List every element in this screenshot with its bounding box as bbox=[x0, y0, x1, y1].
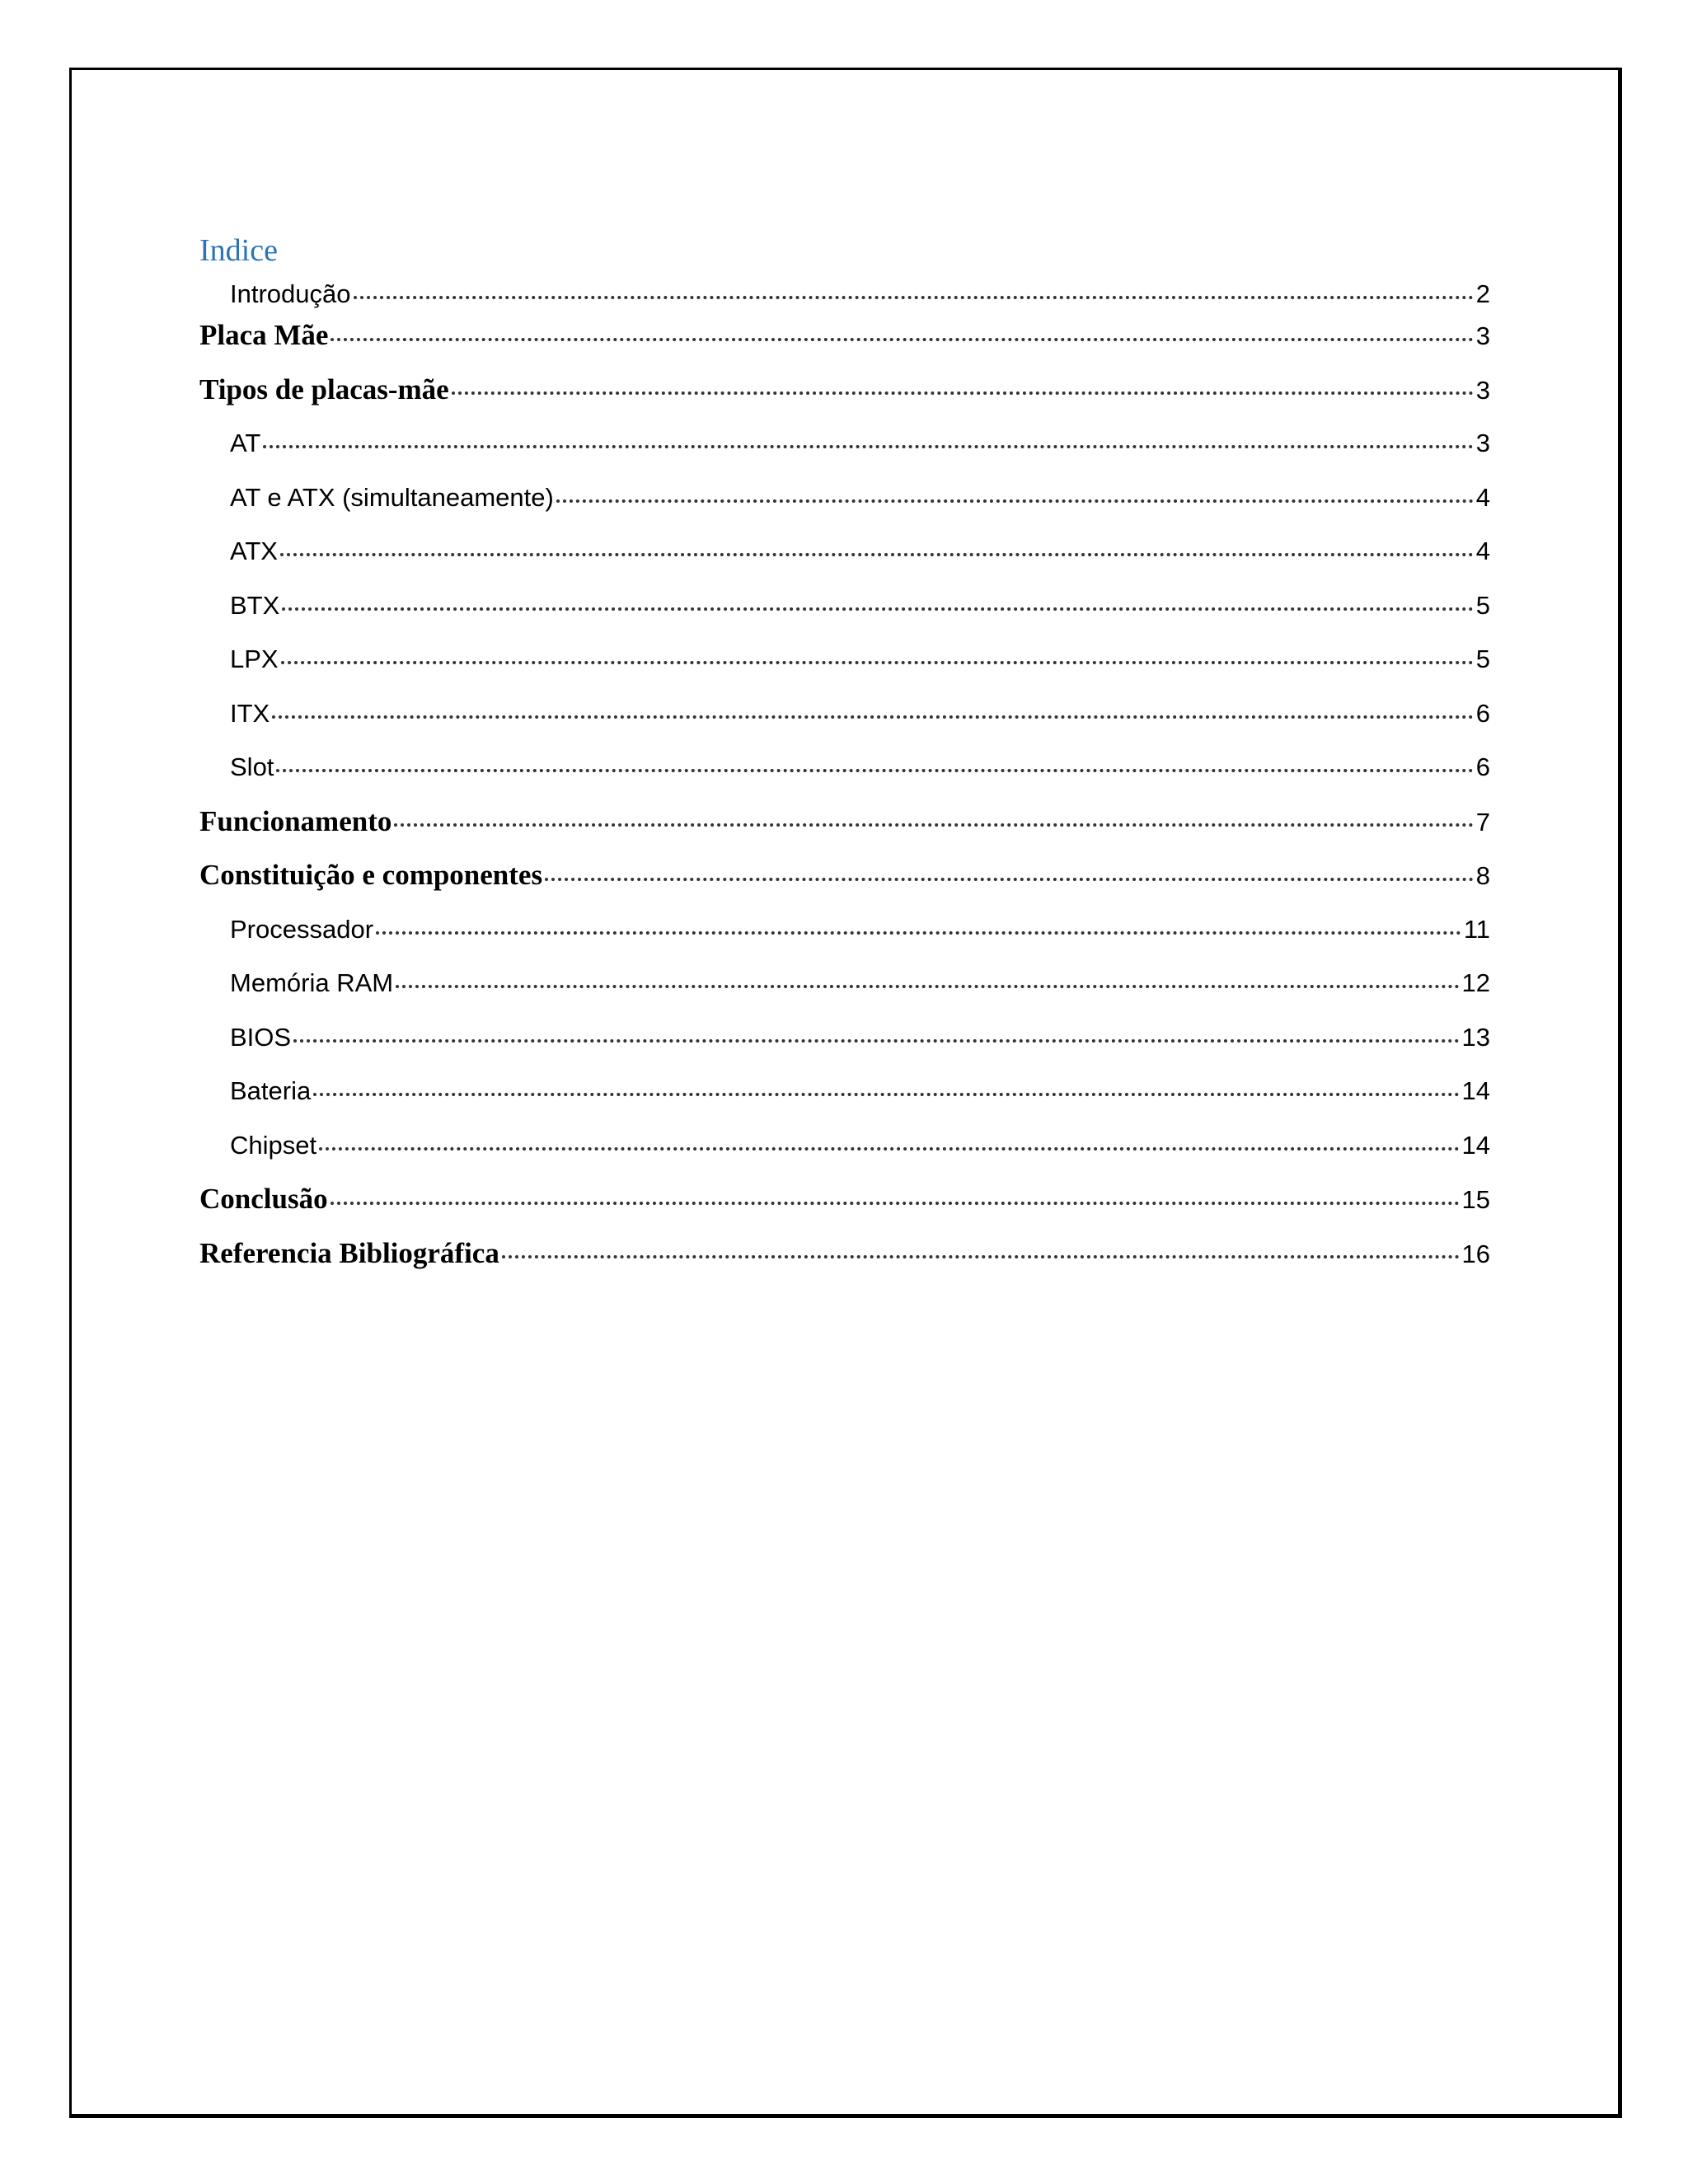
toc-entry[interactable] bbox=[199, 274, 1490, 308]
toc-dot-leader bbox=[331, 1173, 1460, 1205]
toc-entry-page-number: 3 bbox=[1475, 429, 1490, 457]
toc-dot-leader bbox=[276, 743, 1473, 772]
toc-entry-page-number: 5 bbox=[1475, 590, 1490, 620]
toc-entry[interactable] bbox=[199, 363, 1490, 417]
toc-entry-label: ATX bbox=[230, 537, 278, 565]
toc-dot-leader bbox=[394, 794, 1473, 827]
toc-entry[interactable] bbox=[199, 471, 1490, 525]
toc-dot-leader bbox=[282, 582, 1473, 611]
toc-entry-page-number: 11 bbox=[1463, 914, 1490, 944]
toc-entry-page-number: 15 bbox=[1461, 1185, 1490, 1214]
toc-dot-leader bbox=[354, 270, 1474, 299]
toc-dot-leader bbox=[376, 906, 1461, 935]
toc-dot-leader bbox=[319, 1122, 1459, 1151]
toc-entry[interactable] bbox=[199, 902, 1490, 957]
toc-entry[interactable] bbox=[199, 794, 1490, 849]
toc-entry-page-number: 8 bbox=[1475, 861, 1490, 890]
table-of-contents bbox=[199, 227, 1490, 1280]
toc-entry-page-number: 5 bbox=[1475, 644, 1490, 673]
toc-dot-leader bbox=[263, 419, 1473, 448]
toc-dot-leader bbox=[293, 1014, 1459, 1043]
toc-entry-label: Slot bbox=[230, 752, 274, 781]
toc-entry[interactable] bbox=[199, 416, 1490, 471]
toc-entry-page-number: 3 bbox=[1475, 321, 1490, 350]
toc-entry[interactable] bbox=[199, 1172, 1490, 1226]
toc-dot-leader bbox=[280, 527, 1474, 556]
toc-entry-page-number: 13 bbox=[1461, 1022, 1490, 1052]
toc-entry-label: Conclusão bbox=[199, 1183, 328, 1215]
toc-entry[interactable] bbox=[199, 848, 1490, 902]
toc-entry-page-number: 4 bbox=[1475, 537, 1490, 565]
toc-entry-page-number: 14 bbox=[1461, 1130, 1490, 1160]
toc-dot-leader bbox=[331, 309, 1473, 341]
toc-entry[interactable] bbox=[199, 1010, 1490, 1065]
toc-entry[interactable] bbox=[199, 308, 1490, 363]
toc-entry-page-number: 14 bbox=[1461, 1076, 1490, 1105]
toc-dot-leader bbox=[452, 363, 1474, 395]
toc-entry-page-number: 3 bbox=[1475, 375, 1490, 405]
toc-entry-label: Memória RAM bbox=[230, 968, 394, 997]
toc-entry-label: ITX bbox=[230, 698, 270, 728]
toc-entry-label: Constituição e componentes bbox=[199, 859, 543, 891]
toc-entry[interactable] bbox=[199, 956, 1490, 1010]
toc-entry-label: Funcionamento bbox=[199, 804, 392, 837]
toc-dot-leader bbox=[545, 849, 1474, 881]
toc-dot-leader bbox=[272, 690, 1474, 719]
toc-dot-leader bbox=[281, 635, 1474, 664]
toc-entry[interactable] bbox=[199, 1064, 1490, 1118]
toc-entry-page-number: 7 bbox=[1475, 807, 1490, 837]
toc-entry-label: Processador bbox=[230, 914, 374, 944]
toc-entry-page-number: 6 bbox=[1475, 698, 1490, 728]
toc-entry[interactable] bbox=[199, 632, 1490, 687]
toc-entry-page-number: 4 bbox=[1475, 482, 1490, 512]
toc-dot-leader bbox=[396, 959, 1459, 988]
toc-title: Indice bbox=[199, 233, 278, 268]
toc-entry-label: Introdução bbox=[230, 279, 351, 308]
toc-entry[interactable] bbox=[199, 524, 1490, 579]
toc-entry-page-number: 12 bbox=[1461, 968, 1490, 997]
toc-entry-label: LPX bbox=[230, 644, 279, 673]
toc-entry[interactable] bbox=[199, 1118, 1490, 1173]
toc-entry-label: Placa Mãe bbox=[199, 319, 329, 351]
toc-entry-label: BTX bbox=[230, 590, 280, 620]
toc-list bbox=[199, 274, 1490, 1280]
toc-entry-page-number: 16 bbox=[1461, 1239, 1490, 1268]
toc-dot-leader bbox=[313, 1067, 1459, 1096]
toc-entry-page-number: 2 bbox=[1475, 279, 1490, 308]
toc-entry-label: Bateria bbox=[230, 1076, 312, 1105]
toc-dot-leader bbox=[502, 1226, 1460, 1258]
toc-entry-label: BIOS bbox=[230, 1022, 292, 1052]
toc-entry-label: Chipset bbox=[230, 1130, 317, 1160]
toc-entry-label: AT e ATX (simultaneamente) bbox=[230, 482, 554, 512]
toc-entry[interactable] bbox=[199, 579, 1490, 633]
toc-entry-label: AT bbox=[230, 429, 261, 457]
toc-entry[interactable] bbox=[199, 687, 1490, 741]
toc-entry[interactable] bbox=[199, 1226, 1490, 1281]
toc-dot-leader bbox=[556, 474, 1474, 503]
toc-entry-page-number: 6 bbox=[1475, 752, 1490, 781]
toc-entry-label: Referencia Bibliográfica bbox=[199, 1236, 499, 1269]
toc-entry-label: Tipos de placas-mãe bbox=[199, 373, 449, 405]
toc-entry[interactable] bbox=[199, 740, 1490, 794]
